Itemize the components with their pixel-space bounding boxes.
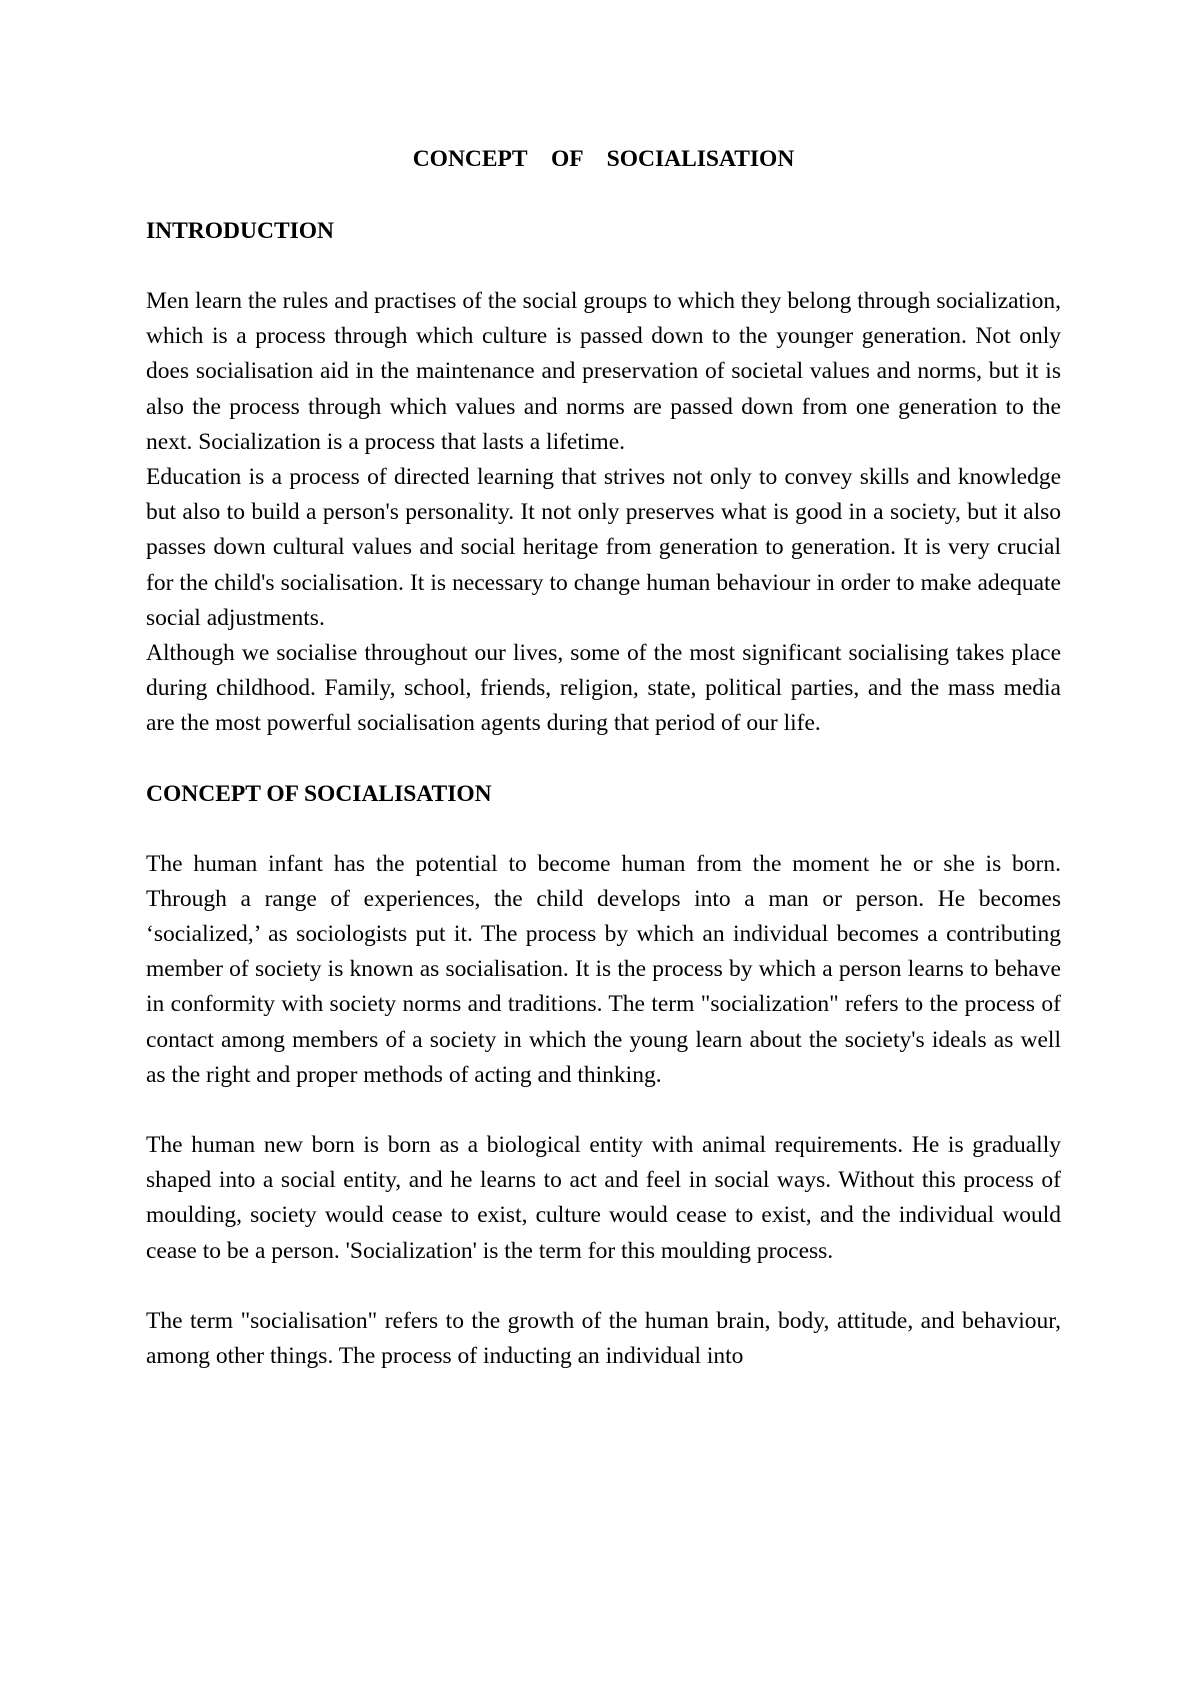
paragraph: The human infant has the potential to become human from the moment he or she is born. Through a range of experiences, the child develops into a man or person. He becomes ‘socialized,’ as sociologists put it. The process by which an individual becomes a contributing member of society is known as socialisation. It is the process by which a person learns to behave in conformity with society norms and traditions. The term "socialization" refers to the process of contact among members of a society in which the young learn about the society's ideals as well as the right and proper methods of acting and thinking.	[146, 850, 1061, 1088]
paragraph: Men learn the rules and practises of the social groups to which they belong through socialization, which is a process through which culture is passed down to the younger generation. Not only does socialisation aid in the maintenance and preservation of societal values and norms, but it is also the process through which values and norms are passed down from one generation to the next. Socialization is a process that lasts a lifetime.	[146, 288, 1061, 455]
section-heading-introduction: INTRODUCTION	[146, 218, 335, 244]
paragraph: Although we socialise throughout our lives, some of the most significant socialising takes place during childhood. Family, school, friends, religion, state, political parties, and the mass media are the most powerful socialisation agents during that period of our life.	[146, 640, 1061, 737]
document-page	[146, 142, 1061, 1374]
paragraph: Education is a process of directed learning that strives not only to convey skills and knowledge but also to build a person's personality. It not only preserves what is good in a society, but it also passes down cultural values and social heritage from generation to generation. It is very crucial for the child's socialisation. It is necessary to change human behaviour in order to make adequate social adjustments.	[146, 464, 1061, 631]
paragraph: The term "socialisation" refers to the growth of the human brain, body, attitude, and behaviour, among other things. The process of inducting an individual into	[146, 1307, 1061, 1370]
paragraph: The human new born is born as a biological entity with animal requirements. He is gradually shaped into a social entity, and he learns to act and feel in social ways. Without this process of moulding, society would cease to exist, culture would cease to exist, and the individual would cease to be a person. 'Socialization' is the term for this moulding process.	[146, 1132, 1061, 1264]
document-title: CONCEPT OF SOCIALISATION	[412, 146, 795, 172]
section-heading-concept: CONCEPT OF SOCIALISATION	[146, 780, 492, 807]
